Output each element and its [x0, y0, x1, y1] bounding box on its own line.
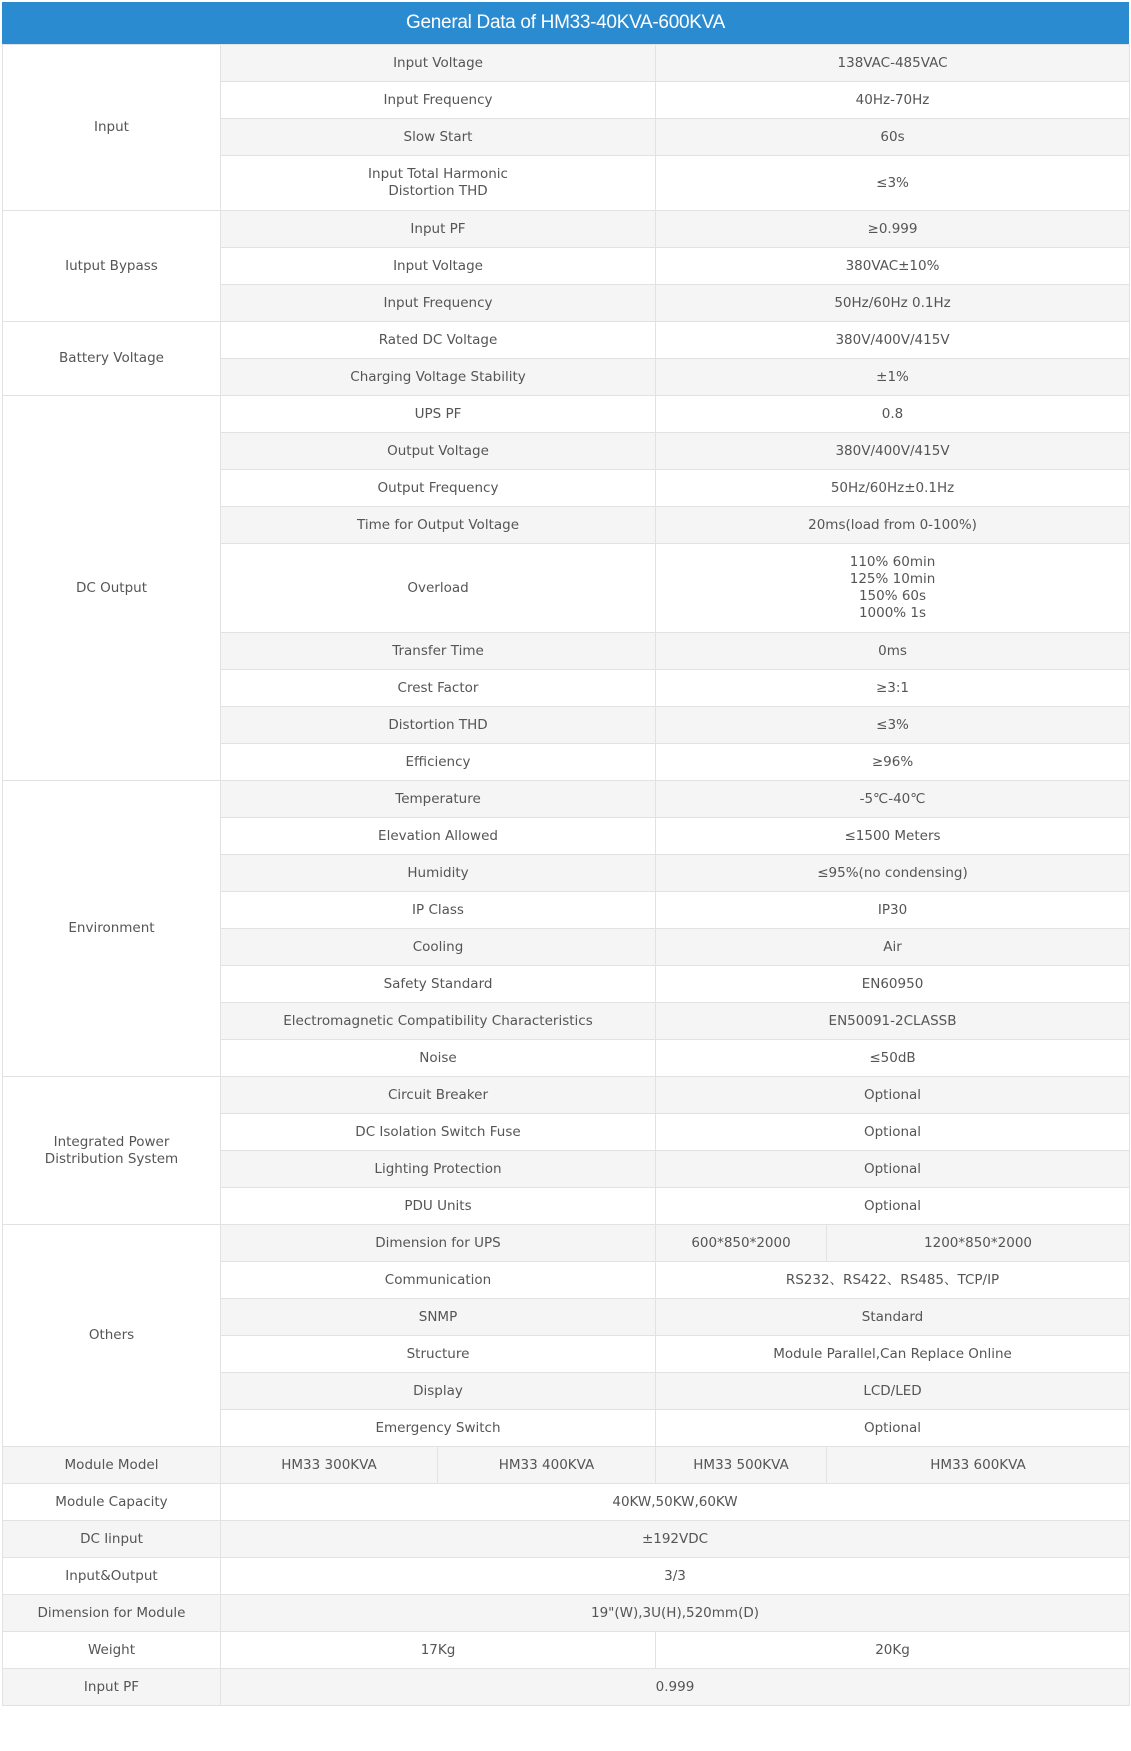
group-label-line: Integrated Power	[53, 1133, 170, 1150]
spec-label: Charging Voltage Stability	[221, 359, 656, 396]
spec-value: 380VAC±10%	[656, 248, 1130, 285]
module-model: HM33 400KVA	[438, 1447, 656, 1484]
group-dc-output: DC Output	[3, 396, 221, 781]
spec-value: ≤50dB	[656, 1040, 1130, 1077]
spec-value: Optional	[656, 1151, 1130, 1188]
spec-sheet	[2, 2, 1129, 1706]
spec-label: Electromagnetic Compatibility Characteristics	[221, 1003, 656, 1040]
table-row	[3, 45, 1130, 82]
module-model: HM33 600KVA	[827, 1447, 1130, 1484]
table-row	[3, 1225, 1130, 1262]
spec-value: Optional	[656, 1077, 1130, 1114]
spec-value: 60s	[656, 119, 1130, 156]
spec-label: Noise	[221, 1040, 656, 1077]
spec-value: IP30	[656, 892, 1130, 929]
spec-label-line: Input Total Harmonic	[368, 166, 508, 182]
spec-label: Dimension for Module	[3, 1595, 221, 1632]
group-input: Input	[3, 45, 221, 211]
table-row	[3, 1669, 1130, 1706]
spec-label: Input PF	[3, 1669, 221, 1706]
spec-label: UPS PF	[221, 396, 656, 433]
overload-line: 150% 60s	[858, 588, 927, 604]
spec-label: Output Voltage	[221, 433, 656, 470]
spec-label: Module Model	[3, 1447, 221, 1484]
group-label-line: Distribution System	[44, 1150, 179, 1167]
spec-label: Time for Output Voltage	[221, 507, 656, 544]
table-row	[3, 1558, 1130, 1595]
table-row	[3, 1521, 1130, 1558]
spec-value: 20ms(load from 0-100%)	[656, 507, 1130, 544]
spec-label: Elevation Allowed	[221, 818, 656, 855]
spec-value: RS232、RS422、RS485、TCP/IP	[656, 1262, 1130, 1299]
spec-label: Input Voltage	[221, 248, 656, 285]
spec-label: Circuit Breaker	[221, 1077, 656, 1114]
spec-label: Input&Output	[3, 1558, 221, 1595]
table-row	[3, 396, 1130, 433]
spec-label: PDU Units	[221, 1188, 656, 1225]
spec-label: IP Class	[221, 892, 656, 929]
spec-label: SNMP	[221, 1299, 656, 1336]
spec-label: Structure	[221, 1336, 656, 1373]
spec-label: Weight	[3, 1632, 221, 1669]
spec-value: Optional	[656, 1114, 1130, 1151]
spec-value: 3/3	[221, 1558, 1130, 1595]
spec-label: Crest Factor	[221, 670, 656, 707]
spec-label-line: Distortion THD	[388, 183, 488, 199]
spec-value: 50Hz/60Hz±0.1Hz	[656, 470, 1130, 507]
spec-label: Distortion THD	[221, 707, 656, 744]
spec-value: Standard	[656, 1299, 1130, 1336]
group-environment: Environment	[3, 781, 221, 1077]
table-row	[3, 781, 1130, 818]
spec-label: Input Voltage	[221, 45, 656, 82]
spec-value: 40KW,50KW,60KW	[221, 1484, 1130, 1521]
spec-label: Slow Start	[221, 119, 656, 156]
spec-label: Input Frequency	[221, 82, 656, 119]
spec-label: DC Iinput	[3, 1521, 221, 1558]
spec-value: ≤3%	[656, 156, 1130, 211]
table-row	[3, 1077, 1130, 1114]
module-model: HM33 500KVA	[656, 1447, 827, 1484]
spec-label: Dimension for UPS	[221, 1225, 656, 1262]
spec-table	[2, 44, 1130, 1706]
table-row	[3, 322, 1130, 359]
spec-value: 1200*850*2000	[827, 1225, 1130, 1262]
spec-value: ≤3%	[656, 707, 1130, 744]
spec-value: EN50091-2CLASSB	[656, 1003, 1130, 1040]
spec-label: Output Frequency	[221, 470, 656, 507]
spec-label: Transfer Time	[221, 633, 656, 670]
group-battery: Battery Voltage	[3, 322, 221, 396]
table-row	[3, 1632, 1130, 1669]
spec-label: Communication	[221, 1262, 656, 1299]
table-row	[3, 1595, 1130, 1632]
spec-value: -5℃-40℃	[656, 781, 1130, 818]
spec-label: Temperature	[221, 781, 656, 818]
spec-value: EN60950	[656, 966, 1130, 1003]
overload-line: 125% 10min	[849, 571, 936, 587]
spec-value	[656, 544, 1130, 633]
spec-value: ≥0.999	[656, 211, 1130, 248]
spec-value: 17Kg	[221, 1632, 656, 1669]
spec-value: 20Kg	[656, 1632, 1130, 1669]
spec-value: ≤95%(no condensing)	[656, 855, 1130, 892]
spec-value: Module Parallel,Can Replace Online	[656, 1336, 1130, 1373]
spec-label: Efficiency	[221, 744, 656, 781]
spec-value: 380V/400V/415V	[656, 322, 1130, 359]
spec-label	[221, 156, 656, 211]
spec-value: Air	[656, 929, 1130, 966]
spec-value: ≥96%	[656, 744, 1130, 781]
table-row	[3, 211, 1130, 248]
spec-label: Input Frequency	[221, 285, 656, 322]
spec-value: ±1%	[656, 359, 1130, 396]
spec-value: 0.999	[221, 1669, 1130, 1706]
spec-label: Module Capacity	[3, 1484, 221, 1521]
table-row	[3, 1484, 1130, 1521]
module-model: HM33 300KVA	[221, 1447, 438, 1484]
spec-value: ≤1500 Meters	[656, 818, 1130, 855]
spec-value: Optional	[656, 1410, 1130, 1447]
spec-label: Emergency Switch	[221, 1410, 656, 1447]
group-ipds	[3, 1077, 221, 1225]
table-row	[3, 1447, 1130, 1484]
spec-label: Safety Standard	[221, 966, 656, 1003]
spec-value: 0ms	[656, 633, 1130, 670]
spec-label: Humidity	[221, 855, 656, 892]
spec-label: Cooling	[221, 929, 656, 966]
spec-label: Display	[221, 1373, 656, 1410]
spec-label: Input PF	[221, 211, 656, 248]
spec-value: 50Hz/60Hz 0.1Hz	[656, 285, 1130, 322]
spec-value: ±192VDC	[221, 1521, 1130, 1558]
spec-value: Optional	[656, 1188, 1130, 1225]
table-title: General Data of HM33-40KVA-600KVA	[2, 2, 1129, 44]
spec-value: 19"(W),3U(H),520mm(D)	[221, 1595, 1130, 1632]
overload-line: 1000% 1s	[858, 605, 927, 621]
spec-value: ≥3:1	[656, 670, 1130, 707]
spec-value: 40Hz-70Hz	[656, 82, 1130, 119]
spec-value: 0.8	[656, 396, 1130, 433]
overload-line: 110% 60min	[849, 554, 936, 570]
group-others: Others	[3, 1225, 221, 1447]
spec-label: DC Isolation Switch Fuse	[221, 1114, 656, 1151]
group-bypass: Iutput Bypass	[3, 211, 221, 322]
spec-label: Overload	[221, 544, 656, 633]
spec-value: 600*850*2000	[656, 1225, 827, 1262]
spec-label: Lighting Protection	[221, 1151, 656, 1188]
spec-value: LCD/LED	[656, 1373, 1130, 1410]
spec-label: Rated DC Voltage	[221, 322, 656, 359]
spec-value: 380V/400V/415V	[656, 433, 1130, 470]
spec-value: 138VAC-485VAC	[656, 45, 1130, 82]
